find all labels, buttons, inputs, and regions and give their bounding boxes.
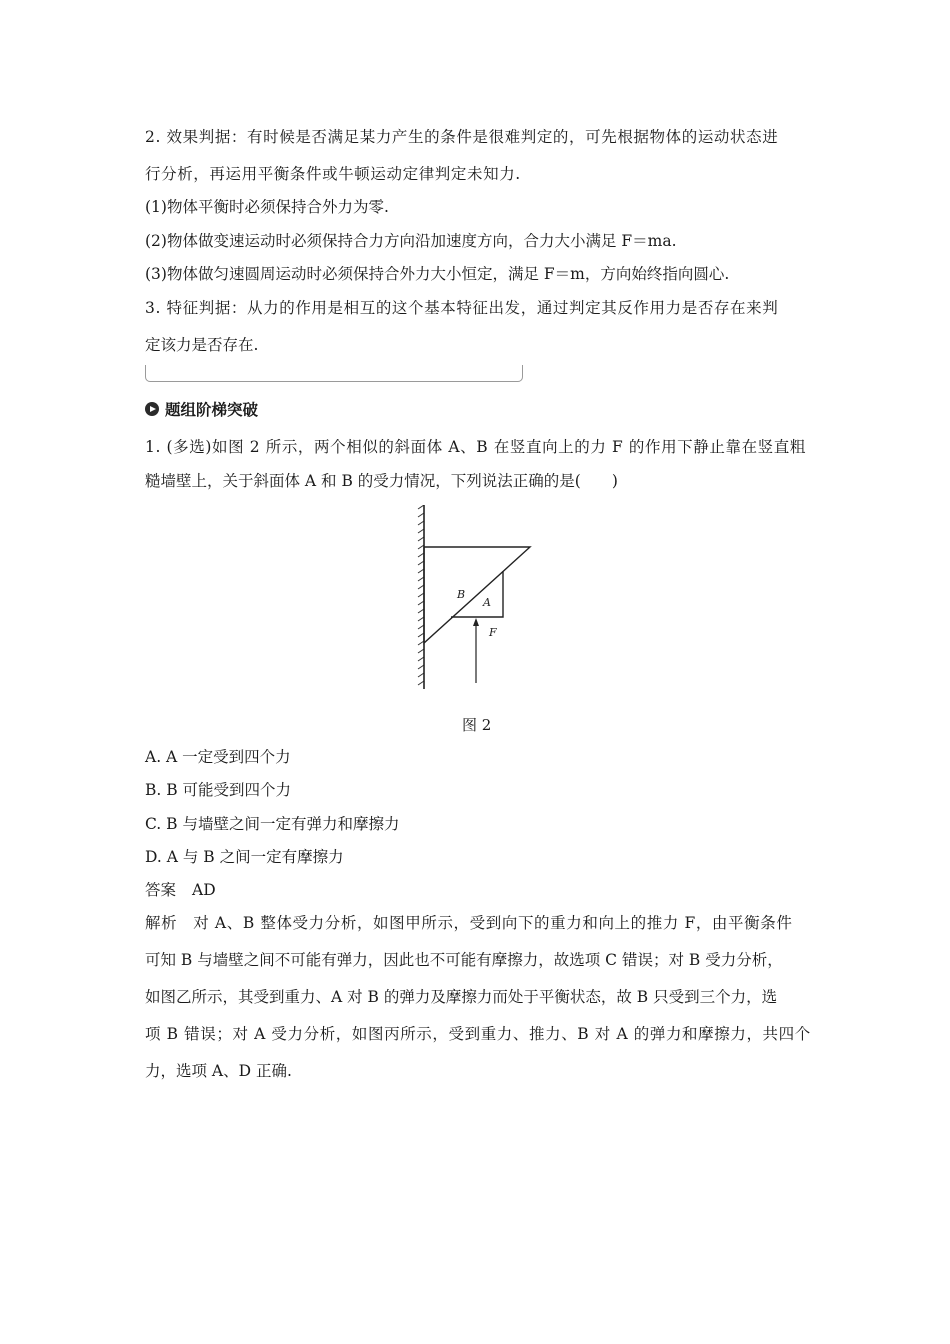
question-stem-line1: 1. (多选)如图 2 所示，两个相似的斜面体 A、B 在竖直向上的力 F 的作用下静止靠在竖直粗 xyxy=(145,438,806,456)
analysis-line5: 力，选项 A、D 正确. xyxy=(145,1062,292,1080)
figure-2 xyxy=(405,505,545,699)
figure-caption: 图 2 xyxy=(462,716,492,734)
list-item-1: (1)物体平衡时必须保持合外力为零. xyxy=(145,198,389,216)
label-a: A xyxy=(483,596,491,609)
answer-row xyxy=(145,880,216,900)
section-divider-bracket xyxy=(145,365,523,382)
paragraph-feature-criterion-line2: 定该力是否存在. xyxy=(145,336,259,354)
option-d: D. A 与 B 之间一定有摩擦力 xyxy=(145,848,344,866)
analysis-line1: 解析 对 A、B 整体受力分析，如图甲所示，受到向下的重力和向上的推力 F，由平衡条件 xyxy=(145,914,793,932)
analysis-line3: 如图乙所示，其受到重力、A 对 B 的弹力及摩擦力而处于平衡状态，故 B 只受到三个力，选 xyxy=(145,988,778,1006)
paragraph-effect-criterion-line2: 行分析，再运用平衡条件或牛顿运动定律判定未知力. xyxy=(145,165,521,183)
question-stem-line2: 糙墙壁上，关于斜面体 A 和 B 的受力情况，下列说法正确的是( ) xyxy=(145,472,618,490)
paragraph-effect-criterion-line1: 2. 效果判据：有时候是否满足某力产生的条件是很难判定的，可先根据物体的运动状态进 xyxy=(145,128,779,146)
list-item-3: (3)物体做匀速圆周运动时必须保持合外力大小恒定，满足 F＝m，方向始终指向圆心. xyxy=(145,265,730,283)
wall-hatching xyxy=(418,505,424,685)
label-f: F xyxy=(489,626,497,639)
analysis-line2: 可知 B 与墙壁之间不可能有弹力，因此也不可能有摩擦力，故选项 C 错误；对 B 受力分析， xyxy=(145,951,783,969)
paragraph-feature-criterion-line1: 3. 特征判据：从力的作用是相互的这个基本特征出发，通过判定其反作用力是否存在来判 xyxy=(145,299,779,317)
section-title: 题组阶梯突破 xyxy=(165,400,259,419)
option-c: C. B 与墙壁之间一定有弹力和摩擦力 xyxy=(145,815,400,833)
answer-value: AD xyxy=(192,881,216,899)
answer-label: 答案 xyxy=(145,881,177,899)
label-b: B xyxy=(457,588,466,601)
list-item-2: (2)物体做变速运动时必须保持合力方向沿加速度方向，合力大小满足 F＝ma. xyxy=(145,232,677,250)
inclined-blocks-diagram xyxy=(405,505,545,695)
arrow-head-icon xyxy=(473,618,479,626)
option-a: A. A 一定受到四个力 xyxy=(145,748,291,766)
section-heading xyxy=(145,398,258,420)
option-b: B. B 可能受到四个力 xyxy=(145,781,292,799)
play-circle-icon xyxy=(145,402,159,416)
block-b xyxy=(424,547,530,643)
analysis-line4: 项 B 错误；对 A 受力分析，如图丙所示，受到重力、推力、B 对 A 的弹力和摩擦力，共四个 xyxy=(145,1025,811,1043)
